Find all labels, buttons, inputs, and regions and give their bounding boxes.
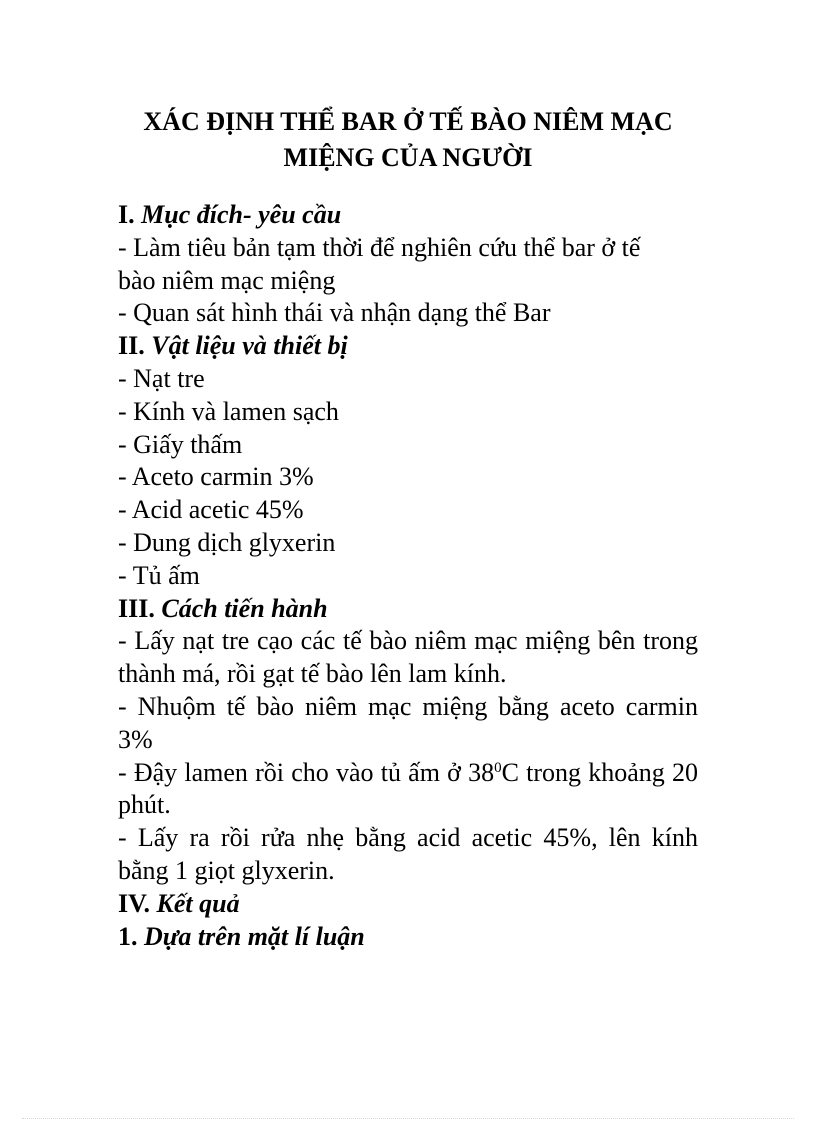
material-item: - Acid acetic 45% [118,495,304,525]
section-3-number: III. [118,593,155,623]
document-title [100,104,716,176]
procedure-step-text: - Đậy lamen rồi cho vào tủ ấm ở 38 [118,757,495,787]
material-item: - Tủ ấm [118,560,200,590]
subsection-1-number: 1. [118,921,138,951]
section-1-heading [118,199,698,232]
section-2-title: Vật liệu và thiết bị [151,331,348,361]
subsection-1-heading [118,921,698,954]
section-3-title: Cách tiến hành [161,593,328,623]
section-1-title: Mục đích- yêu cầu [141,200,342,229]
section-1-item: - Quan sát hình thái và nhận dạng thể Bar [118,298,551,328]
section-4-title: Kết quả [156,888,240,918]
material-item: - Giấy thấm [118,429,243,459]
procedure-step [118,757,698,823]
title-line-1: XÁC ĐỊNH THỂ BAR Ở TẾ BÀO NIÊM MẠC [143,107,673,136]
material-item: - Kính và lamen sạch [118,396,339,426]
section-3-heading [118,593,698,626]
document-body [118,199,698,953]
section-2-number: II. [118,331,145,361]
material-item: - Nạt tre [118,363,205,393]
material-item: - Aceto carmin 3% [118,462,314,492]
section-1-item: - Làm tiêu bản tạm thời để nghiên cứu thể bar ở tế [118,232,641,262]
title-line-2: MIỆNG CỦA NGƯỜI [283,143,533,172]
section-4-number: IV. [118,888,151,918]
section-4-heading [118,888,698,921]
procedure-step-text: C trong khoảng 20 phút. [118,757,699,820]
procedure-step: - Lấy ra rồi rửa nhẹ bằng acid acetic 45%, lên kính bằng 1 giọt glyxerin. [118,823,698,885]
procedure-step: - Nhuộm tế bào niêm mạc miệng bằng aceto carmin 3% [118,691,698,754]
page-bottom-divider [22,1118,794,1119]
section-1-number: I. [118,200,135,229]
section-1-item: bào niêm mạc miệng [118,265,336,295]
subsection-1-title: Dựa trên mặt lí luận [144,921,365,951]
material-item: - Dung dịch glyxerin [118,527,336,557]
degree-superscript: 0 [494,759,502,776]
procedure-step: - Lấy nạt tre cạo các tế bào niêm mạc miệng bên trong thành má, rồi gạt tế bào lên lam kính. [118,626,698,689]
section-2-heading [118,330,698,363]
